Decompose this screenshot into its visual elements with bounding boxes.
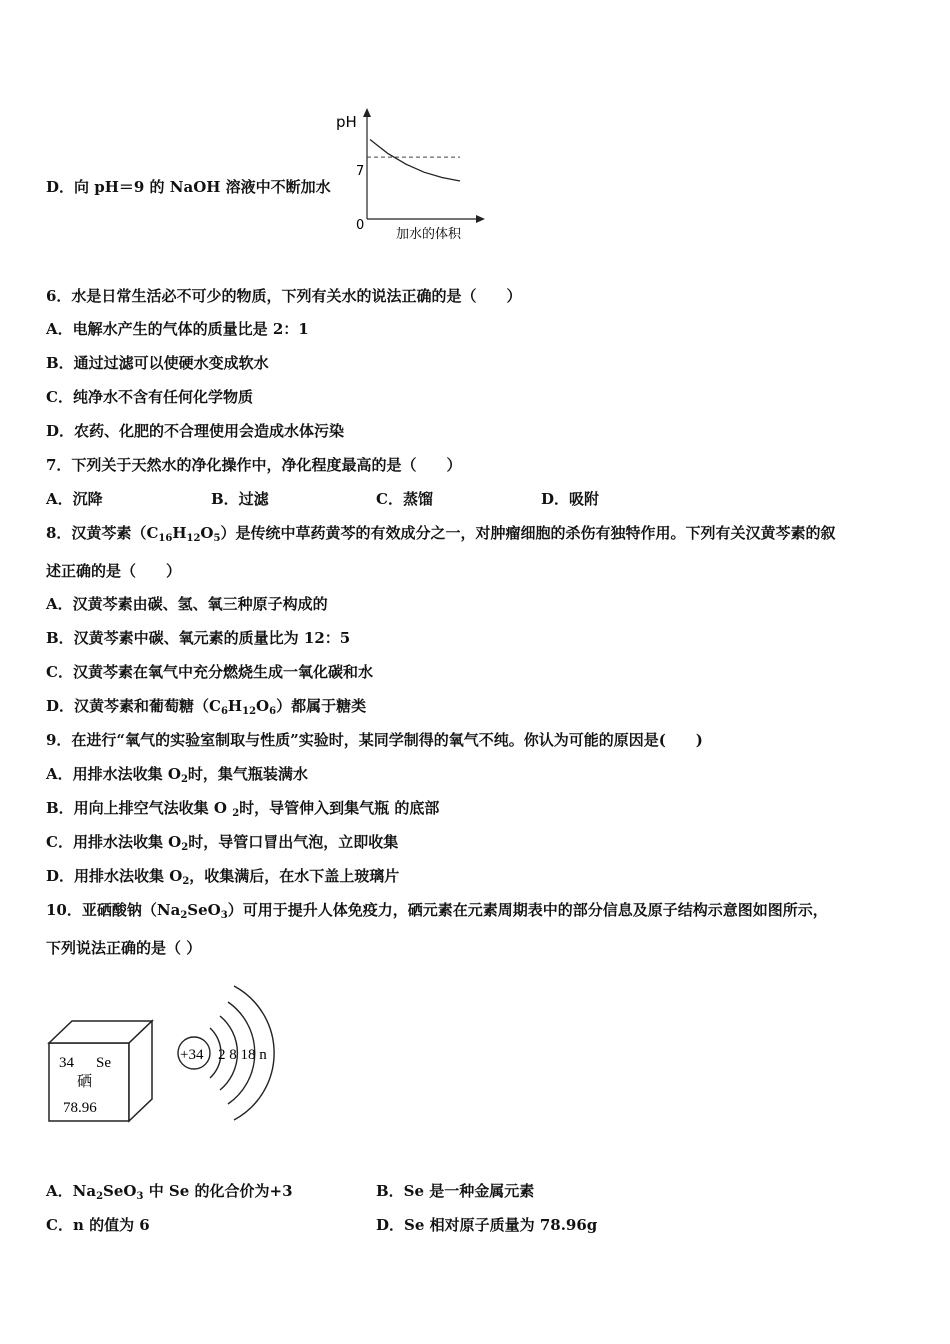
q8-option-a: A．汉黄芩素由碳、氢、氧三种原子构成的 xyxy=(46,595,328,613)
se-atom-structure xyxy=(170,980,290,1130)
q9-option-a: A．用排水法收集 $O_2$时，集气瓶装满水 xyxy=(46,765,308,785)
q8-option-d: D．汉黄芩素和葡萄糖$(C_6H_{12}O_6)$都属于糖类 xyxy=(46,697,367,717)
element-name: 硒 xyxy=(77,1072,93,1090)
q8-stem-line2: 述正确的是（ ） xyxy=(46,562,182,580)
y-axis-arrow xyxy=(363,108,371,117)
q7-stem: 7．下列关于天然水的净化操作中，净化程度最高的是（ ） xyxy=(46,456,462,474)
q10-stem-line2: 下列说法正确的是（ ） xyxy=(46,939,202,957)
q9-stem: 9．在进行“氧气的实验室制取与性质”实验时，某同学制得的氧气不纯。你认为可能的原因是( ) xyxy=(46,731,703,749)
ph-curve xyxy=(370,140,460,182)
ph-chart xyxy=(330,105,490,245)
q9-option-b: B．用向上排空气法收集 O $_2$时，导管伸入到集气瓶 的底部 xyxy=(46,799,440,819)
q8-option-c: C．汉黄芩素在氧气中充分燃烧生成一氧化碳和水 xyxy=(46,663,373,681)
q5-option-d: D．向 pH＝9 的 NaOH 溶液中不断加水 xyxy=(46,178,331,196)
q6-option-c: C．纯净水不含有任何化学物质 xyxy=(46,388,253,406)
q6-option-d: D．农药、化肥的不合理使用会造成水体污染 xyxy=(46,422,345,440)
atomic-number: 34 xyxy=(59,1055,74,1071)
atomic-mass: 78.96 xyxy=(63,1100,97,1116)
shell-electrons: 2 8 18 n xyxy=(218,1047,267,1063)
x-axis-arrow xyxy=(476,215,485,223)
q9-option-c: C．用排水法收集 $O_2$时，导管口冒出气泡，立即收集 xyxy=(46,833,399,853)
nucleus-charge: +34 xyxy=(180,1047,204,1063)
y-axis-label: pH xyxy=(336,113,357,131)
x-axis-label: 加水的体积 xyxy=(396,227,462,242)
q6-option-b: B．通过过滤可以使硬水变成软水 xyxy=(46,354,269,372)
q10-option-a: A．$Na_2SeO_3$ 中 Se 的化合价为+3 xyxy=(46,1182,293,1202)
q7-option-a: A．沉降 xyxy=(46,490,103,508)
q8-stem: 8．汉黄芩素$(C_{16}H_{12}O_5)$是传统中草药黄芩的有效成分之一，对肿瘤细胞的杀伤有独特作用。下列有关汉黄芩素的叙 xyxy=(46,524,836,544)
q10-option-d: D．Se 相对原子质量为 78.96g xyxy=(376,1216,598,1234)
y-tick-7: 7 xyxy=(356,164,365,179)
q10-option-b: B．Se 是一种金属元素 xyxy=(376,1182,535,1200)
q8-option-b: B．汉黄芩素中碳、氧元素的质量比为 12：5 xyxy=(46,629,351,647)
q6-stem: 6．水是日常生活必不可少的物质，下列有关水的说法正确的是（ ） xyxy=(46,287,522,305)
y-tick-0: 0 xyxy=(356,218,365,233)
q10-stem: 10．亚硒酸钠$(Na_2SeO_3)$可用于提升人体免疫力，硒元素在元素周期表中的部分信息及原子结构示意图如图所示， xyxy=(46,901,828,921)
element-tile-se xyxy=(44,1015,159,1127)
q9-option-d: D．用排水法收集 $O_2$，收集满后，在水下盖上玻璃片 xyxy=(46,867,400,887)
q7-option-c: C．蒸馏 xyxy=(376,490,433,508)
element-symbol: Se xyxy=(96,1055,111,1071)
q6-option-a: A．电解水产生的气体的质量比是 2：1 xyxy=(46,320,309,338)
q10-option-c: C．n 的值为 6 xyxy=(46,1216,150,1234)
q7-option-b: B．过滤 xyxy=(211,490,269,508)
q7-option-d: D．吸附 xyxy=(541,490,600,508)
